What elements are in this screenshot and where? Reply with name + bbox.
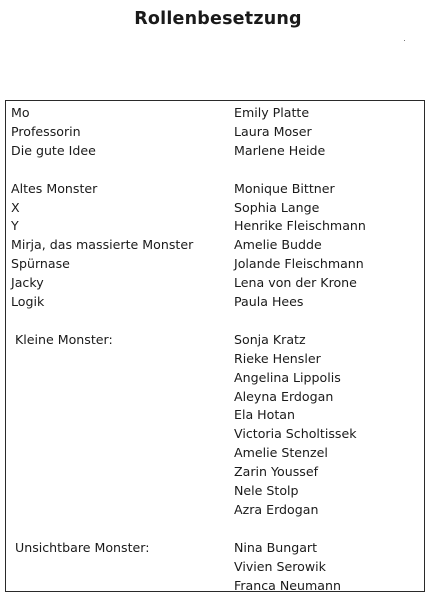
cast-row xyxy=(6,330,424,349)
cast-row xyxy=(6,292,424,311)
actor-name: Emily Platte xyxy=(234,105,310,120)
cast-row xyxy=(6,424,424,443)
role-name: Spürnase xyxy=(11,256,70,272)
actor-name: Lena von der Krone xyxy=(234,275,357,291)
actor-name: Vivien Serowik xyxy=(234,558,326,574)
cast-row xyxy=(6,538,424,557)
actor-name: Zarin Youssef xyxy=(234,464,319,480)
role-name: Professorin xyxy=(11,123,81,139)
cast-row xyxy=(6,103,424,122)
cast-row xyxy=(6,141,424,160)
role-name: Mirja, das massierte Monster xyxy=(11,237,194,253)
actor-name: Monique Bittner xyxy=(234,180,335,196)
actor-name: Marlene Heide xyxy=(234,142,326,158)
cast-row xyxy=(6,254,424,273)
cast-row xyxy=(6,576,424,595)
cast-row xyxy=(6,235,424,254)
actor-name: Ela Hotan xyxy=(234,407,295,423)
cast-row xyxy=(6,387,424,406)
role-name: Kleine Monster: xyxy=(15,331,113,347)
role-name: Logik xyxy=(11,294,45,309)
actor-name: Sonja Kratz xyxy=(234,331,306,347)
actor-name: Victoria Scholtissek xyxy=(234,426,357,442)
actor-name: Laura Moser xyxy=(234,123,312,139)
role-name: Altes Monster xyxy=(11,180,98,196)
actor-name: Paula Hees xyxy=(234,294,304,309)
page-title: Rollenbesetzung xyxy=(134,9,302,29)
cast-row xyxy=(6,198,424,217)
role-name: Unsichtbare Monster: xyxy=(15,539,150,555)
role-name: X xyxy=(11,199,20,215)
cast-row xyxy=(6,368,424,387)
cast-row xyxy=(6,273,424,292)
cast-row xyxy=(6,481,424,500)
actor-name: Amelie Budde xyxy=(234,237,322,253)
cast-row xyxy=(6,557,424,576)
cast-row xyxy=(6,122,424,141)
cast-row xyxy=(6,443,424,462)
actor-name: Amelie Stenzel xyxy=(234,445,328,461)
cast-list-box xyxy=(5,100,425,592)
cast-row xyxy=(6,462,424,481)
actor-name: Nele Stolp xyxy=(234,483,299,498)
role-name: Mo xyxy=(11,105,30,120)
actor-name: Henrike Fleischmann xyxy=(234,218,366,234)
cast-row xyxy=(6,216,424,235)
scan-speck xyxy=(404,40,405,41)
cast-row xyxy=(6,349,424,368)
role-name: Jacky xyxy=(11,275,44,291)
cast-row xyxy=(6,405,424,424)
actor-name: Sophia Lange xyxy=(234,199,320,215)
actor-name: Jolande Fleischmann xyxy=(234,256,364,272)
actor-name: Azra Erdogan xyxy=(234,501,319,517)
actor-name: Angelina Lippolis xyxy=(234,369,341,385)
role-name: Y xyxy=(11,218,19,234)
actor-name: Franca Neumann xyxy=(234,577,341,593)
cast-row xyxy=(6,179,424,198)
actor-name: Aleyna Erdogan xyxy=(234,388,334,404)
role-name: Die gute Idee xyxy=(11,142,96,158)
actor-name: Rieke Hensler xyxy=(234,350,321,366)
cast-row xyxy=(6,500,424,519)
actor-name: Nina Bungart xyxy=(234,539,318,555)
